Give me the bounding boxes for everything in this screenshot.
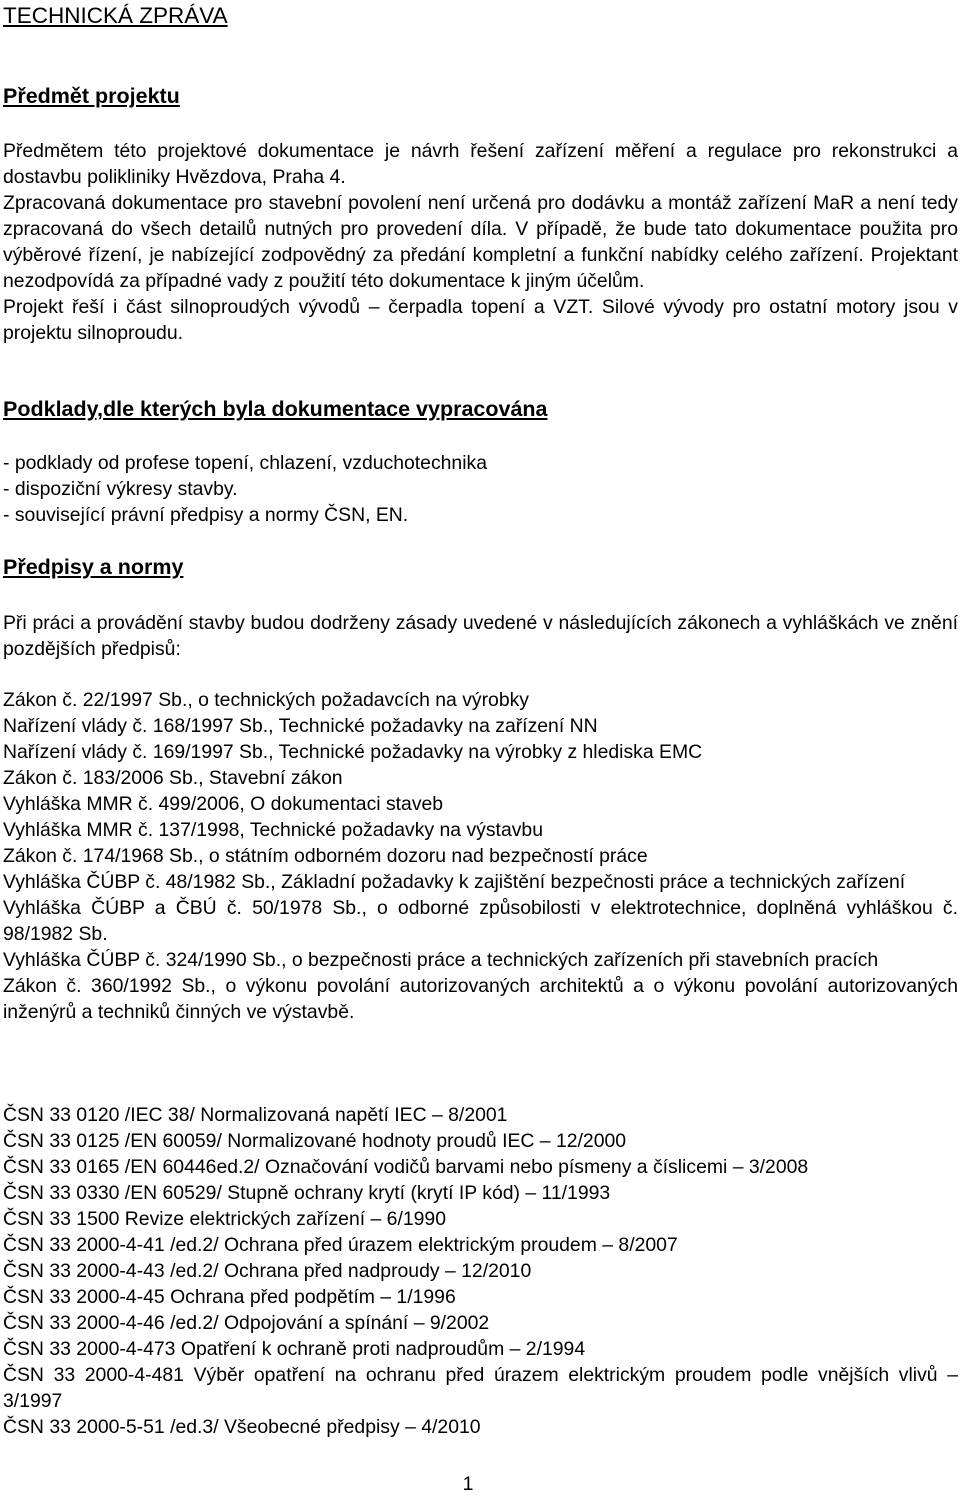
list-item: Vyhláška MMR č. 499/2006, O dokumentaci staveb [3, 793, 444, 815]
list-item: Vyhláška ČÚBP a ČBÚ č. 50/1978 Sb., o odborné způsobilosti v elektrotechnice, doplněná vyhláškou č. 98/1982 Sb. [3, 897, 958, 945]
list-item: ČSN 33 0125 /EN 60059/ Normalizované hodnoty proudů IEC – 12/2000 [3, 1130, 627, 1152]
heading-project-subject: Předmět projektu [3, 84, 180, 108]
sources-list [3, 450, 958, 528]
list-item: Vyhláška ČÚBP č. 48/1982 Sb., Základní požadavky k zajištění bezpečnosti práce a technických zařízení [3, 871, 906, 893]
list-item: ČSN 33 2000-4-43 /ed.2/ Ochrana před nadproudy – 12/2010 [3, 1260, 532, 1282]
list-item: Zákon č. 183/2006 Sb., Stavební zákon [3, 767, 343, 789]
list-item: ČSN 33 2000-4-45 Ochrana před podpětím – 1/1996 [3, 1286, 456, 1308]
paragraph: Projekt řeší i část silnoproudých vývodů – čerpadla topení a VZT. Silové vývody pro ostatní motory jsou v projektu silnoproudu. [3, 296, 958, 344]
list-item: Vyhláška MMR č. 137/1998, Technické požadavky na výstavbu [3, 819, 543, 841]
list-item: Zákon č. 174/1968 Sb., o státním odborném dozoru nad bezpečností práce [3, 845, 648, 867]
regulations-intro [3, 610, 958, 662]
list-item: ČSN 33 0120 /IEC 38/ Normalizovaná napětí IEC – 8/2001 [3, 1104, 508, 1126]
list-item: - dispoziční výkresy stavby. [3, 478, 238, 500]
list-item: - související právní předpisy a normy ČSN, EN. [3, 504, 409, 526]
project-subject-body [3, 138, 958, 346]
list-item: Vyhláška ČÚBP č. 324/1990 Sb., o bezpečnosti práce a technických zařízeních při stavebních pracích [3, 949, 879, 971]
list-item: ČSN 33 2000-4-41 /ed.2/ Ochrana před úrazem elektrickým proudem – 8/2007 [3, 1234, 678, 1256]
paragraph: Předmětem této projektové dokumentace je návrh řešení zařízení měření a regulace pro rekonstrukci a dostavbu polikliniky Hvězdova, Praha 4. [3, 140, 958, 188]
paragraph: Zpracovaná dokumentace pro stavební povolení není určená pro dodávku a montáž zařízení MaR a není tedy zpracovaná do všech detailů nutných pro provedení díla. V případě, že bude tato dokumentace použita pro výběrové řízení, je nabízející zodpovědný za předání kompletní a funkční nabídky celého zařízení. Projektant nezodpovídá za případné vady z použití této dokumentace k jiným účelům. [3, 192, 958, 292]
list-item: Zákon č. 22/1997 Sb., o technických požadavcích na výrobky [3, 689, 529, 711]
heading-regulations: Předpisy a normy [3, 555, 184, 579]
list-item: Nařízení vlády č. 169/1997 Sb., Technické požadavky na výrobky z hlediska EMC [3, 741, 703, 763]
laws-list [3, 687, 958, 1025]
list-item: Nařízení vlády č. 168/1997 Sb., Technické požadavky na zařízení NN [3, 715, 598, 737]
list-item: - podklady od profese topení, chlazení, vzduchotechnika [3, 452, 487, 474]
list-item: ČSN 33 0165 /EN 60446ed.2/ Označování vodičů barvami nebo písmeny a číslicemi – 3/2008 [3, 1156, 809, 1178]
document-title: TECHNICKÁ ZPRÁVA [3, 3, 228, 28]
list-item: ČSN 33 2000-4-481 Výběr opatření na ochranu před úrazem elektrickým proudem podle vnějších vlivů – 3/1997 [3, 1364, 958, 1412]
standards-list [3, 1102, 958, 1440]
list-item: Zákon č. 360/1992 Sb., o výkonu povolání autorizovaných architektů a o výkonu povolání autorizovaných inženýrů a techniků činných ve výstavbě. [3, 975, 958, 1023]
list-item: ČSN 33 2000-4-473 Opatření k ochraně proti nadproudům – 2/1994 [3, 1338, 586, 1360]
page-number: 1 [462, 1473, 474, 1495]
paragraph: Při práci a provádění stavby budou dodrženy zásady uvedené v následujících zákonech a vyhláškách ve znění pozdějších předpisů: [3, 612, 958, 660]
list-item: ČSN 33 2000-4-46 /ed.2/ Odpojování a spínání – 9/2002 [3, 1312, 490, 1334]
list-item: ČSN 33 0330 /EN 60529/ Stupně ochrany krytí (krytí IP kód) – 11/1993 [3, 1182, 611, 1204]
list-item: ČSN 33 2000-5-51 /ed.3/ Všeobecné předpisy – 4/2010 [3, 1416, 481, 1438]
heading-sources: Podklady,dle kterých byla dokumentace vypracována [3, 397, 548, 421]
list-item: ČSN 33 1500 Revize elektrických zařízení – 6/1990 [3, 1208, 446, 1230]
